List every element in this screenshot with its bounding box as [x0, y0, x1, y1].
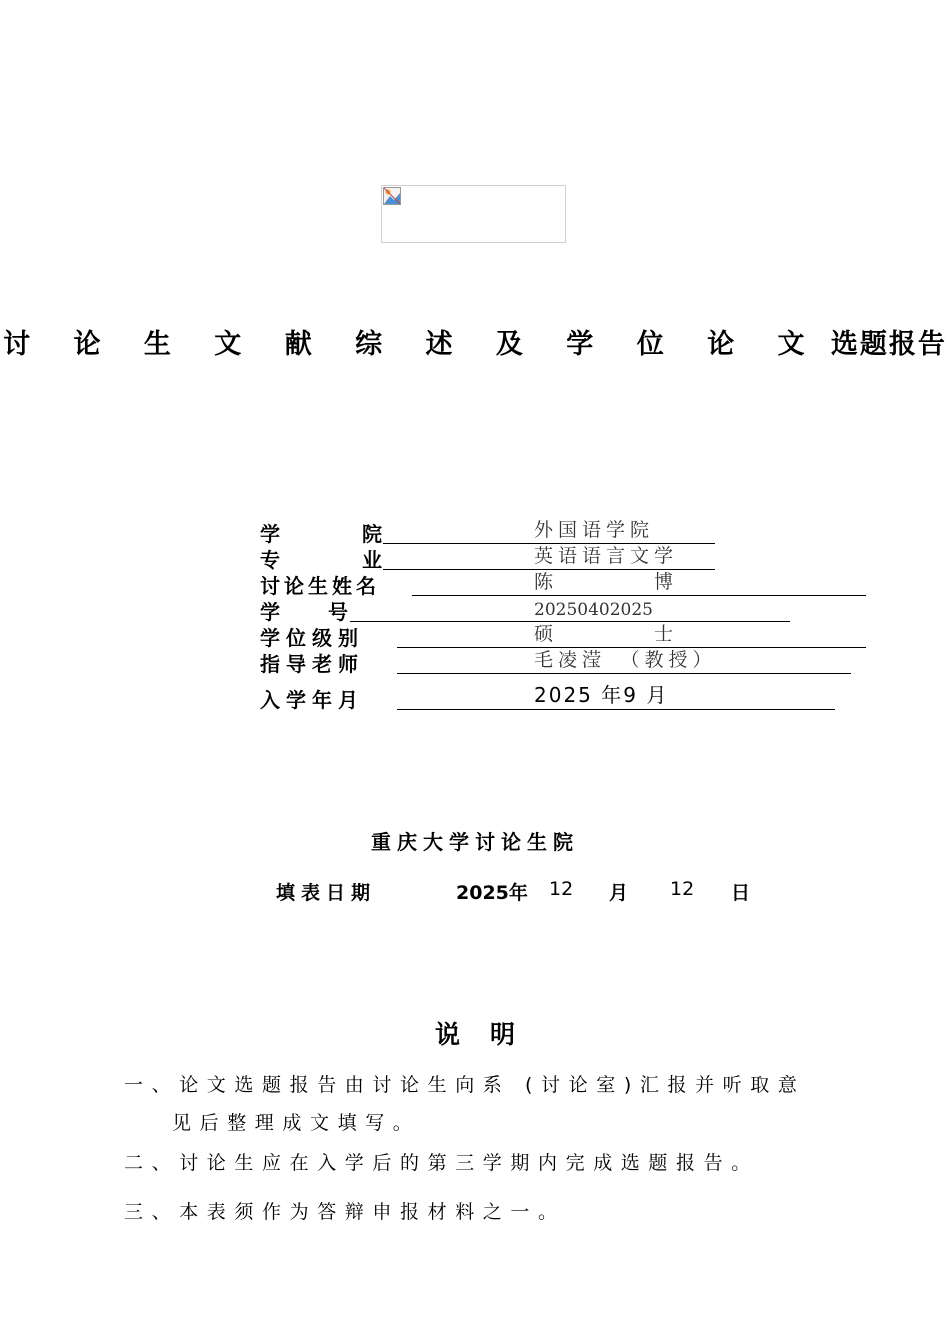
student-id-label: 学 号 [260, 600, 362, 624]
logo-image-placeholder [381, 185, 566, 243]
degree-value: 硕 士 [534, 623, 679, 645]
advisor-underline [397, 673, 851, 674]
note-item-3: 三、本表须作为答辩申报材料之一。 [124, 1201, 566, 1223]
college-value: 外国语学院 [534, 519, 655, 541]
enrollment-label: 入学年月 [260, 688, 364, 712]
report-title [0, 322, 950, 361]
major-value: 英语语言文学 [534, 545, 679, 567]
advisor-label: 指导老师 [260, 652, 364, 676]
field-student-id [260, 596, 800, 622]
enrollment-underline [397, 709, 835, 710]
note-item-2: 二、讨论生应在入学后的第三学期内完成选题报告。 [124, 1152, 759, 1174]
notes-heading: 说明 [434, 1020, 545, 1049]
student-id-value: 20250402025 [534, 600, 653, 620]
enrollment-value: 2025 年9 月 [534, 683, 669, 707]
advisor-value: 毛凌滢 （教授） [534, 649, 717, 671]
report-title-tail: 选题报告 [830, 329, 947, 360]
name-label: 讨论生姓名 [260, 574, 380, 598]
fill-date-day-unit: 日 [731, 882, 751, 904]
fill-date-year: 2025年 [456, 882, 528, 904]
college-label: 学 院 [260, 522, 396, 546]
note-item-1-line-1: 一、论文选题报告由讨论生向系 (讨论室)汇报并听取意 [124, 1074, 806, 1096]
field-name [260, 570, 870, 596]
fill-date-month-unit: 月 [609, 882, 629, 904]
field-enrollment [260, 684, 860, 710]
report-title-main: 讨 论 生 文 献 综 述 及 学 位 论 文 [3, 329, 822, 360]
institution-name: 重庆大学讨论生院 [371, 830, 579, 854]
name-value: 陈 博 [534, 571, 679, 593]
degree-label: 学位级别 [260, 626, 364, 650]
major-label: 专 业 [260, 548, 396, 572]
fill-date-label: 填表日期 [276, 882, 377, 904]
note-item-1-line-2: 见后整理成文填写。 [172, 1112, 421, 1134]
fill-date-month: 12 [549, 878, 574, 900]
broken-image-icon [383, 187, 401, 205]
fill-date-day: 12 [670, 878, 695, 900]
field-advisor [260, 648, 860, 674]
